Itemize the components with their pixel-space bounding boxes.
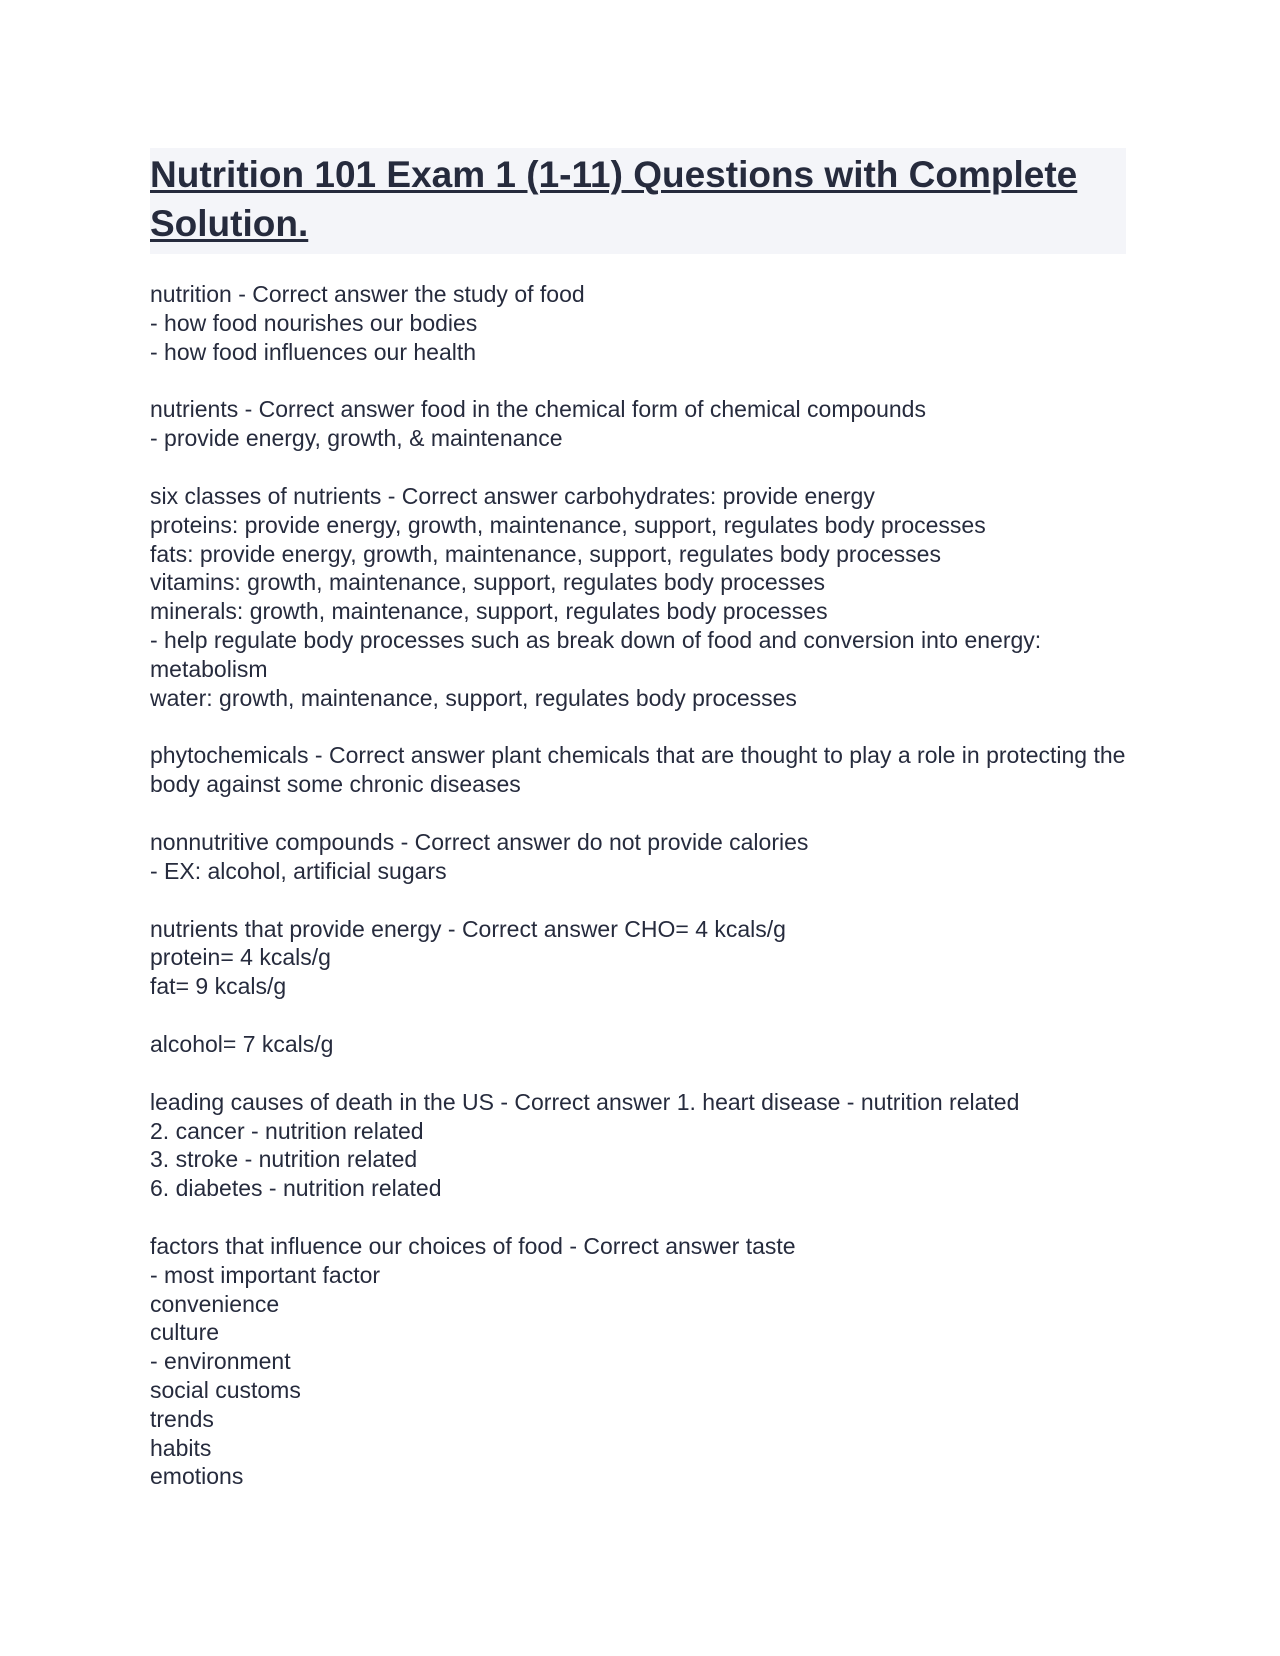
qa-answer-line: - how food nourishes our bodies — [150, 309, 478, 336]
qa-entry — [150, 1088, 1126, 1203]
qa-answer-line: - how food influences our health — [150, 338, 477, 365]
qa-term-line: alcohol= 7 kcals/g — [150, 1030, 334, 1057]
qa-term-line: nutrients that provide energy - Correct answer CHO= 4 kcals/g — [150, 915, 786, 942]
qa-answer-line: 3. stroke - nutrition related — [150, 1146, 418, 1173]
qa-entry — [150, 280, 1126, 366]
qa-term-line: leading causes of death in the US - Correct answer 1. heart disease - nutrition related — [150, 1088, 1020, 1115]
qa-answer-line: habits — [150, 1434, 212, 1461]
qa-answer-line: minerals: growth, maintenance, support, regulates body processes — [150, 598, 828, 625]
qa-entry — [150, 915, 1126, 1001]
qa-list — [150, 280, 1132, 1491]
qa-entry — [150, 741, 1132, 799]
qa-answer-line: - environment — [150, 1348, 291, 1375]
qa-answer-line: culture — [150, 1319, 220, 1346]
qa-term-line: factors that influence our choices of food - Correct answer taste — [150, 1232, 796, 1259]
qa-entry — [150, 395, 1126, 453]
qa-answer-line: - EX: alcohol, artificial sugars — [150, 857, 447, 884]
qa-answer-line: vitamins: growth, maintenance, support, regulates body processes — [150, 569, 826, 596]
qa-answer-line: - most important factor — [150, 1261, 381, 1288]
qa-term-line: nutrition - Correct answer the study of food — [150, 281, 585, 307]
qa-term-line: nutrients - Correct answer food in the chemical form of chemical compounds — [150, 396, 926, 423]
qa-term-line: phytochemicals - Correct answer plant chemicals that are thought to play a role in protecting the body against some chronic diseases — [150, 742, 1132, 798]
qa-entry — [150, 482, 1126, 712]
document-page — [150, 148, 1132, 1520]
qa-answer-line: 2. cancer - nutrition related — [150, 1117, 424, 1144]
qa-answer-line: - provide energy, growth, & maintenance — [150, 425, 563, 452]
qa-answer-line: protein= 4 kcals/g — [150, 944, 331, 971]
qa-answer-line: social customs — [150, 1376, 301, 1403]
qa-term-line: nonnutritive compounds - Correct answer do not provide calories — [150, 828, 809, 855]
qa-term-line: six classes of nutrients - Correct answer carbohydrates: provide energy — [150, 482, 875, 509]
qa-entry — [150, 1030, 1126, 1059]
qa-answer-line: - help regulate body processes such as break down of food and conversion into energy: metabolism — [150, 626, 1048, 682]
qa-answer-line: water: growth, maintenance, support, regulates body processes — [150, 684, 797, 711]
qa-entry — [150, 1232, 1126, 1491]
qa-answer-line: fat= 9 kcals/g — [150, 973, 287, 1000]
document-title: Nutrition 101 Exam 1 (1-11) Questions with Complete Solution. — [150, 154, 1078, 244]
qa-entry — [150, 828, 1126, 886]
qa-answer-line: emotions — [150, 1463, 244, 1490]
qa-answer-line: 6. diabetes - nutrition related — [150, 1175, 442, 1202]
qa-answer-line: proteins: provide energy, growth, maintenance, support, regulates body processes — [150, 511, 986, 538]
qa-answer-line: trends — [150, 1405, 214, 1432]
title-block — [150, 148, 1126, 254]
qa-answer-line: fats: provide energy, growth, maintenance, support, regulates body processes — [150, 540, 941, 567]
qa-answer-line: convenience — [150, 1290, 280, 1317]
